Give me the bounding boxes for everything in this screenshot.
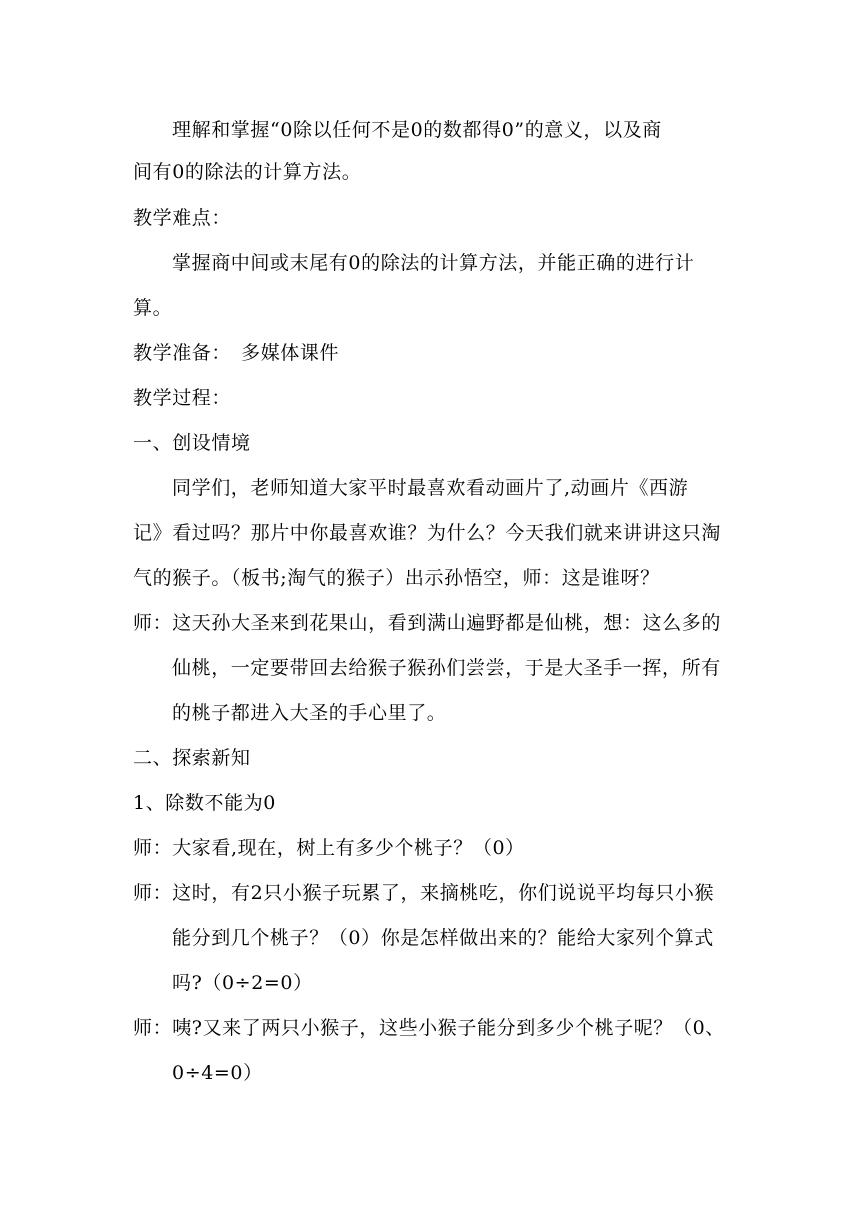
text-line: 算。 bbox=[133, 297, 173, 319]
section-heading: 一、创设情境 bbox=[133, 432, 251, 454]
section-heading: 二、探索新知 bbox=[133, 747, 251, 769]
text-line: 师：这天孙大圣来到花果山，看到满山遍野都是仙桃，想：这么多的 bbox=[133, 612, 722, 634]
text-line: 师：这时，有2只小猴子玩累了，来摘桃吃，你们说说平均每只小猴 bbox=[133, 882, 715, 904]
text-line: 能分到几个桃子？（0）你是怎样做出来的？能给大家列个算式 bbox=[172, 927, 714, 949]
text-line: 师：大家看,现在，树上有多少个桃子？（0） bbox=[133, 837, 525, 859]
text-line: 0÷4=0） bbox=[172, 1062, 263, 1084]
text-line: 吗?（0÷2=0） bbox=[172, 972, 313, 994]
text-line: 同学们，老师知道大家平时最喜欢看动画片了,动画片《西游 bbox=[172, 477, 689, 499]
text-line: 间有0的除法的计算方法。 bbox=[133, 161, 362, 183]
text-line: 的桃子都进入大圣的手心里了。 bbox=[172, 702, 447, 724]
text-line: 掌握商中间或末尾有0的除法的计算方法，并能正确的进行计 bbox=[172, 252, 695, 274]
text-line: 师：咦?又来了两只小猴子，这些小猴子能分到多少个桃子呢？（0、 bbox=[133, 1017, 725, 1039]
subsection-heading: 1、除数不能为0 bbox=[133, 792, 276, 814]
section-heading: 教学过程： bbox=[133, 387, 232, 409]
section-heading: 教学难点： bbox=[133, 207, 232, 229]
text-line: 理解和掌握“0除以任何不是0的数都得0”的意义，以及商 bbox=[172, 119, 662, 141]
text-line: 气的猴子。（板书;淘气的猴子）出示孙悟空，师：这是谁呀？ bbox=[133, 567, 660, 589]
text-line: 仙桃，一定要带回去给猴子猴孙们尝尝，于是大圣手一挥，所有 bbox=[172, 657, 721, 679]
text-line: 记》看过吗？那片中你最喜欢谁？为什么？今天我们就来讲讲这只淘 bbox=[133, 522, 722, 544]
section-heading: 教学准备： 多媒体课件 bbox=[133, 342, 340, 364]
